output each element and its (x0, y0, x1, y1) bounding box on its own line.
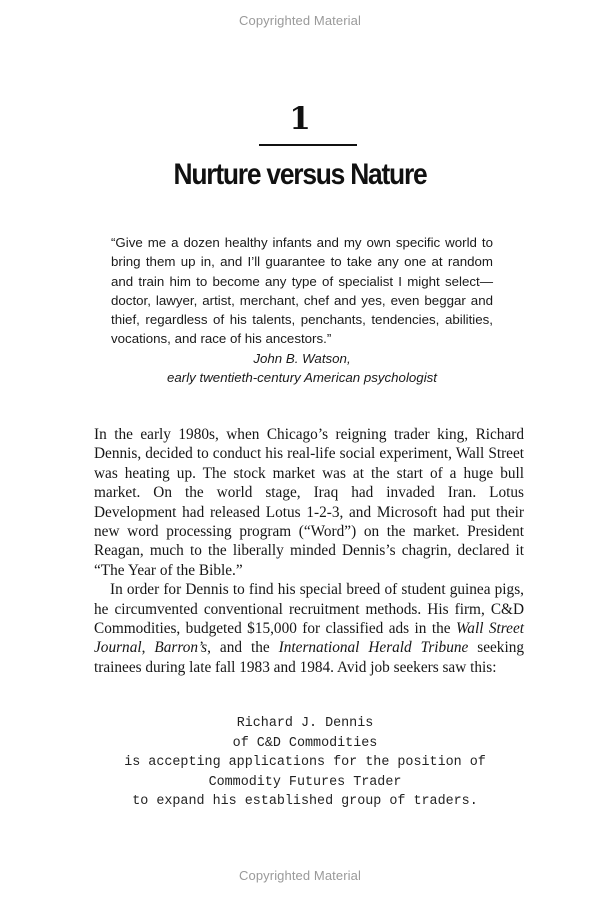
publication-international-herald-tribune: International Herald Tribune (278, 639, 469, 657)
copyright-watermark-bottom: Copyrighted Material (239, 868, 361, 883)
ad-line: of C&D Commodities (232, 735, 378, 751)
ad-line: to expand his established group of traders. (132, 794, 478, 810)
ad-line: is accepting applications for the position of (124, 755, 486, 771)
body-paragraph-2 (94, 580, 524, 677)
paragraph-2-text-4: seeking trainees during late fall 1983 and 1984. Avid job seekers saw this: (94, 639, 524, 676)
ad-line: Commodity Futures Trader (208, 774, 402, 790)
paragraph-2-text-1: In order for Dennis to find his special breed of student guinea pigs, he circumvented conventional recruitment methods. His firm, C&D Commodities, budgeted $15,000 for classified ads in the (94, 581, 524, 638)
epigraph-author-role: early twentieth-century American psychologist (167, 370, 437, 386)
publication-wall-street-journal: Wall Street Journal (94, 620, 524, 657)
chapter-title: Nurture versus Nature (173, 158, 427, 191)
epigraph-quote: “Give me a dozen healthy infants and my own specific world to bring them up in, and I’ll guarantee to take any one at random and train him to become any type of specialist I might select— doctor, lawyer, artist, merchant, chef and yes, even beggar and thief, regardless of his talents, penchants, tendencies, abilities, vocations, and race of his ancestors.” (111, 235, 493, 347)
copyright-watermark-top: Copyrighted Material (239, 13, 361, 28)
paragraph-2-text-3: , and the (207, 639, 279, 657)
body-text (94, 425, 524, 677)
publication-barrons: Barron’s (154, 639, 208, 657)
chapter-divider-rule (259, 144, 357, 146)
ad-line: Richard J. Dennis (236, 716, 374, 731)
epigraph-author: John B. Watson, (253, 350, 351, 366)
body-paragraph-1: In the early 1980s, when Chicago’s reigning trader king, Richard Dennis, decided to conduct his real-life social experiment, Wall Street was heating up. The stock market was at the start of a huge bull market. On the world stage, Iraq had invaded Iran. Lotus Development had released Lotus 1-2-3, and Microsoft had put their new word processing program (“Word”) on the market. President Reagan, much to the liberally minded Dennis’s chagrin, declared it “The Year of the Bible.” (94, 426, 524, 579)
chapter-number: 1 (289, 101, 311, 137)
classified-advertisement (80, 714, 530, 812)
paragraph-2-text-2: , (141, 639, 155, 657)
epigraph (111, 233, 493, 387)
